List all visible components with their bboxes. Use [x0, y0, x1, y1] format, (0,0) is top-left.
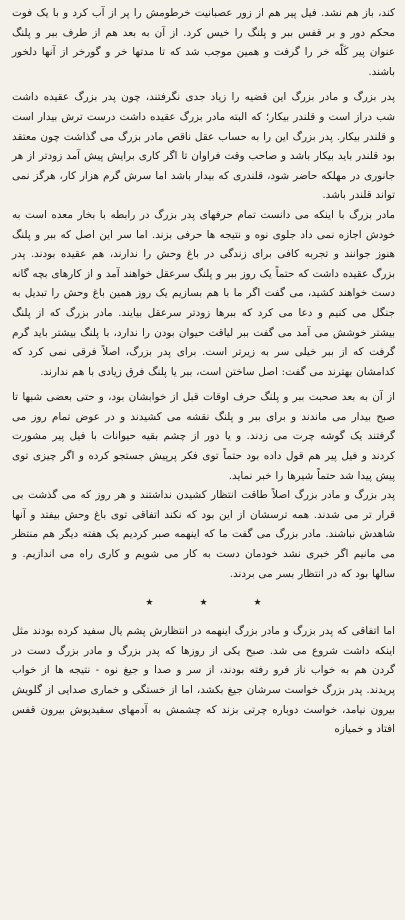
paragraph-5: پدر بزرگ و مادر بزرگ اصلاً طاقت انتظار کشیدن نداشتند و هر روز که می گذشت بی قرار تر می شدند. همه ترسشان از این بود که نکند اتفاقی توی باغ وحش بیفتد و آنها شاهدش نباشند. مادر بزرگ می گفت ما که اینهمه صبر کردیم یک هفته دیگر هم منتظر می مانیم اگر خبری نشد خودمان دست به کار می شویم و کاری راه می اندازیم. و سالها بود که در انتظار بسر می بردند. — [12, 489, 395, 580]
paragraph-1: کند، باز هم نشد. فیل پیر هم از زور عصبانیت خرطومش را پر از آب کرد و با یک فوت محکم دور و بر قفس ببر و پلنگ را خیس کرد. از آن به بعد هم از طرف ببر و پلنگ عنوان پیر کَلّه خر را گرفت و همین موجب شد که تا مدتها خر و گورخر از آنها دلخور باشند. — [12, 7, 395, 78]
star-icon: ★ — [145, 598, 154, 609]
star-icon: ★ — [199, 598, 208, 609]
paragraph-4: از آن به بعد صحبت ببر و پلنگ حرف اوقات قبل از خوابشان بود، و حتی بعضی شبها تا صبح بیدار می ماندند و برای ببر و پلنگ نقشه می کشیدند و در عوض تمام روز می گرفتند یک گوشه چرت می زدند. و یا دور از چشم بقیه حیوانات با فیل پیر مشورت کردند و فیل پیر هم قول داده بود حتماً توی فکر پرپیش جستجو کرده و اگر چیزی توی پیش پیدا شد حتماً شیرها را خبر نماید. — [12, 391, 395, 482]
paragraph-3: مادر بزرگ با اینکه می دانست تمام حرفهای پدر بزرگ در رابطه با بخار معده است به خودش اجازه نمی داد جلوی نوه و نتیجه ها حرفی بزند. اما سر این اصل که ببر و پلنگ هنوز جوانند و تجربه کافی برای زندگی در باغ وحش را ندارند، هم عقیده بودند. پدر بزرگ عقیده داشت که حتماً یک روز ببر و پلنگ سرعقل خواهند آمد و از کارهای بچه گانه دست خواهند کشید، می گفت اگر ما با هم بسازیم یک روز همین باغ وحش را تبدیل به جنگل می کنیم و دعا می کرد که ببرها زودتر سرعقل بیایند. مادر بزرگ که از پلنگ بیشتر خوشش می آمد می گفت ببر لیاقت حیوان بودن را ندارد، با پلنگ بیشتر باید گرم گرفت که از ببر خیلی سر به زیرتر است. برای پدر بزرگ، اصلاً فرقی نمی کرد که کدامشان بهترند می گفت: اصل ساختن است، ببر یا پلنگ فرق زیادی با هم ندارند. — [12, 208, 395, 378]
section-separator — [12, 598, 395, 608]
paragraph-6: اما اتفاقی که پدر بزرگ و مادر بزرگ اینهمه در انتظارش پشم یال سفید کرده بودند مثل اینکه داشت شروع می شد. صبح یکی از روزها که پدر بزرگ و مادر بزرگ دست در گردن هم به خواب ناز فرو رفته بودند، از سر و صدا و جیغ نوه - نتیجه ها از خواب پریدند. پدر بزرگ خواست سرشان جیغ بکشد، اما از خستگی و خماری صدایی از گلویش بیرون نیامد، خواست دوباره چرتی بزند که چشمش به آدمهای سفیدپوش بیرون قفس افتاد و خمیازه — [12, 625, 395, 736]
paragraph-2: پدر بزرگ و مادر بزرگ این قضیه را زیاد جدی نگرفتند، چون پدر بزرگ عقیده داشت شب دراز است و قلندر بیکار؛ که البته مادر بزرگ عقیده داشت درست ترش بیدار است و قلندر بیکار. پدر بزرگ این را به حساب عقل ناقص مادر بزرگ می گذاشت چون معتقد بود قلندر باید بیکار باشد و صاحب وقت فراوان تا اگر کاری برایش پیش آمد زودتر از هر جانوری در مهلکه حاضر شود، قلندری که بیدار باشد اما سرش گرم هزار کار، هرگز نمی تواند قلندر باشد. — [12, 91, 395, 202]
star-icon: ★ — [253, 598, 262, 609]
